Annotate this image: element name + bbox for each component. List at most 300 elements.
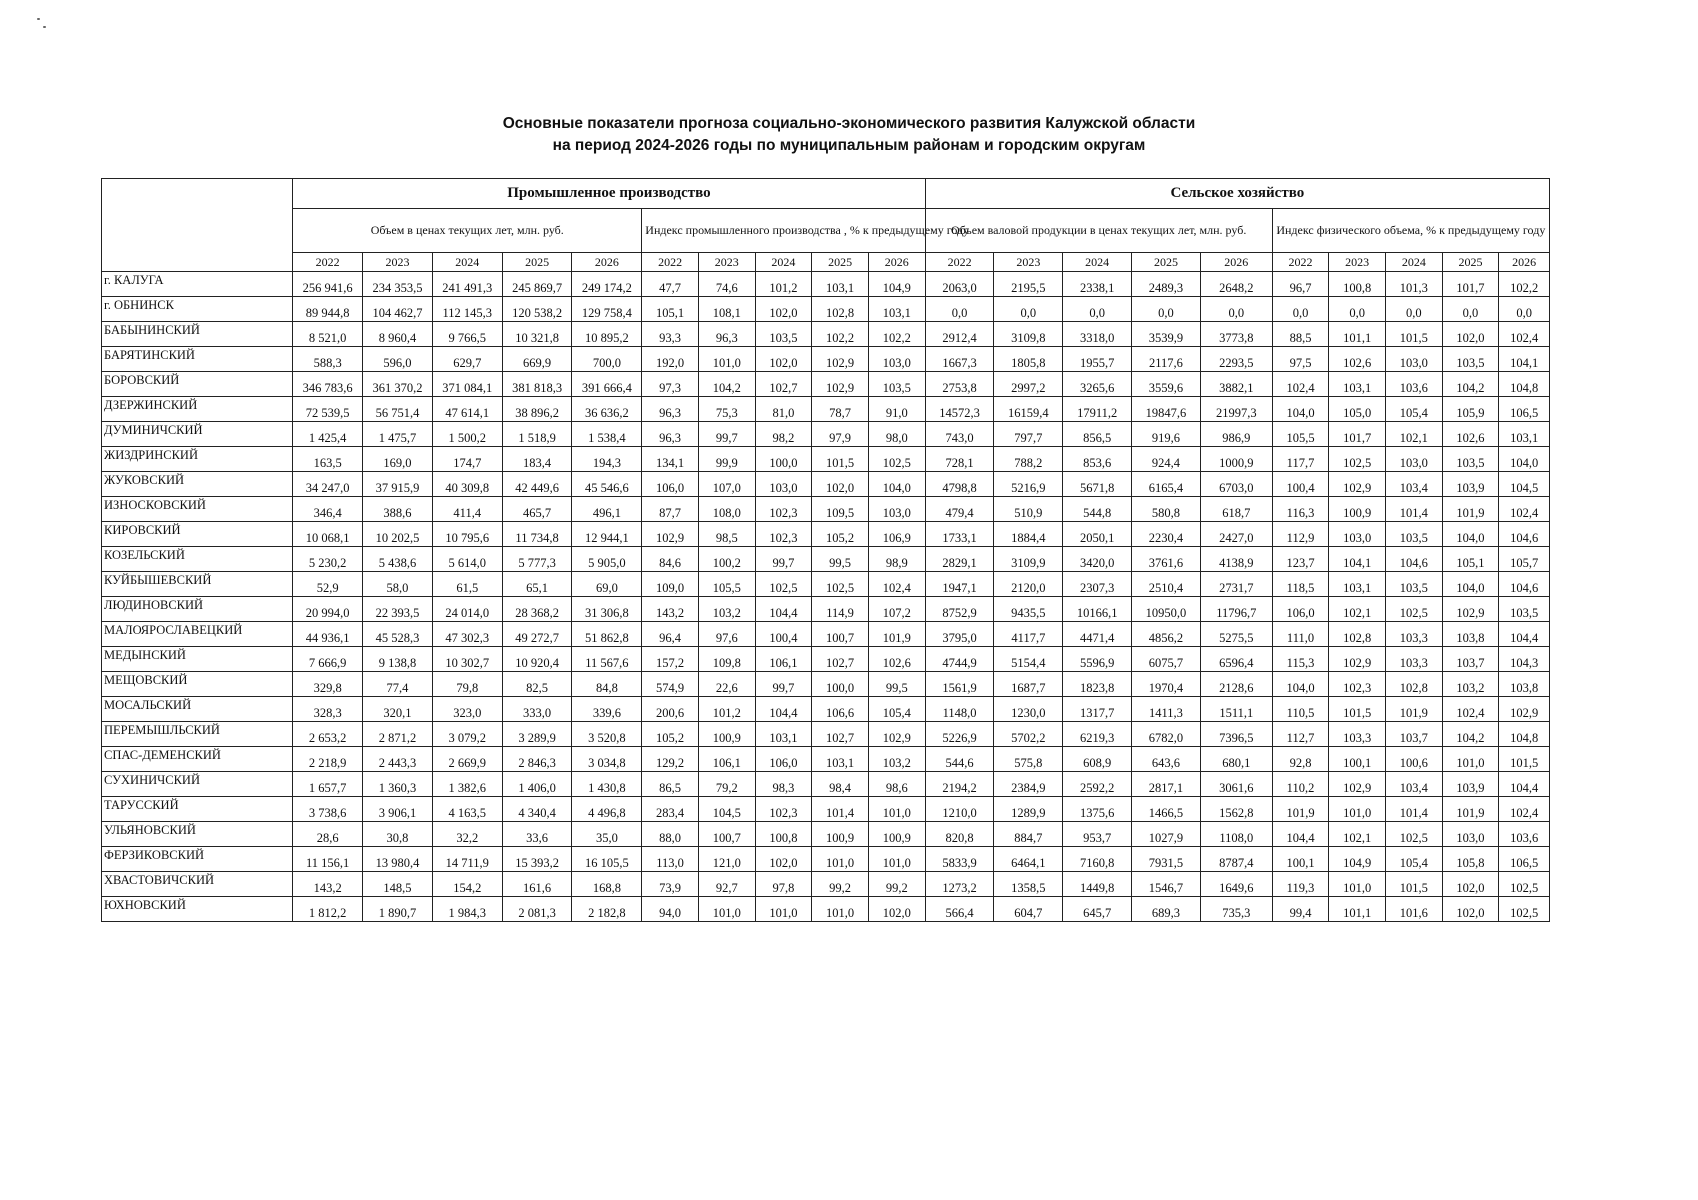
year-header-cell: 2026 — [868, 253, 925, 272]
header-industry-volume: Объем в ценах текущих лет, млн. руб. — [293, 209, 642, 253]
table-row — [102, 547, 1550, 572]
value-cell: 645,7 — [1063, 897, 1132, 922]
value-cell: 21997,3 — [1200, 397, 1272, 422]
value-cell: 5275,5 — [1200, 622, 1272, 647]
value-cell: 323,0 — [432, 697, 502, 722]
table-row — [102, 872, 1550, 897]
value-cell: 5596,9 — [1063, 647, 1132, 672]
value-cell: 103,0 — [1386, 347, 1443, 372]
value-cell: 102,7 — [812, 647, 869, 672]
value-cell: 103,5 — [755, 322, 812, 347]
value-cell: 106,0 — [642, 472, 699, 497]
value-cell: 8752,9 — [925, 597, 994, 622]
value-cell: 986,9 — [1200, 422, 1272, 447]
value-cell: 101,0 — [698, 897, 755, 922]
value-cell: 104,3 — [1499, 647, 1550, 672]
value-cell: 65,1 — [502, 572, 572, 597]
value-cell: 104,0 — [1272, 672, 1329, 697]
value-cell: 1 475,7 — [363, 422, 433, 447]
value-cell: 73,9 — [642, 872, 699, 897]
district-name-cell: ХВАСТОВИЧСКИЙ — [102, 872, 293, 897]
value-cell: 104,9 — [868, 272, 925, 297]
value-cell: 6782,0 — [1132, 722, 1201, 747]
value-cell: 123,7 — [1272, 547, 1329, 572]
value-cell: 6464,1 — [994, 847, 1063, 872]
value-cell: 101,4 — [1386, 497, 1443, 522]
table-row — [102, 597, 1550, 622]
year-header-cell: 2026 — [1499, 253, 1550, 272]
value-cell: 320,1 — [363, 697, 433, 722]
value-cell: 10 302,7 — [432, 647, 502, 672]
value-cell: 465,7 — [502, 497, 572, 522]
value-cell: 104,4 — [755, 697, 812, 722]
value-cell: 106,6 — [812, 697, 869, 722]
value-cell: 104,1 — [1499, 347, 1550, 372]
header-agriculture: Сельское хозяйство — [925, 179, 1549, 209]
value-cell: 174,7 — [432, 447, 502, 472]
district-name-cell: МОСАЛЬСКИЙ — [102, 697, 293, 722]
value-cell: 106,9 — [868, 522, 925, 547]
district-name-cell: БАБЫНИНСКИЙ — [102, 322, 293, 347]
value-cell: 102,5 — [1386, 597, 1443, 622]
table-row — [102, 697, 1550, 722]
value-cell: 84,6 — [642, 547, 699, 572]
value-cell: 2050,1 — [1063, 522, 1132, 547]
table-row — [102, 522, 1550, 547]
value-cell: 97,8 — [755, 872, 812, 897]
value-cell: 115,3 — [1272, 647, 1329, 672]
value-cell: 86,5 — [642, 772, 699, 797]
value-cell: 58,0 — [363, 572, 433, 597]
district-name-cell: ДУМИНИЧСКИЙ — [102, 422, 293, 447]
value-cell: 101,2 — [698, 697, 755, 722]
value-cell: 1 984,3 — [432, 897, 502, 922]
value-cell: 100,8 — [1329, 272, 1386, 297]
value-cell: 91,0 — [868, 397, 925, 422]
value-cell: 102,4 — [868, 572, 925, 597]
scan-speck — [43, 26, 46, 28]
value-cell: 134,1 — [642, 447, 699, 472]
value-cell: 102,3 — [755, 497, 812, 522]
value-cell: 104,0 — [1499, 447, 1550, 472]
district-name-cell: г. ОБНИНСК — [102, 297, 293, 322]
year-header-cell: 2023 — [363, 253, 433, 272]
value-cell: 11796,7 — [1200, 597, 1272, 622]
value-cell: 2648,2 — [1200, 272, 1272, 297]
year-header-cell: 2025 — [812, 253, 869, 272]
value-cell: 104,4 — [1272, 822, 1329, 847]
value-cell: 120 538,2 — [502, 297, 572, 322]
year-header-cell: 2022 — [642, 253, 699, 272]
value-cell: 2997,2 — [994, 372, 1063, 397]
value-cell: 92,8 — [1272, 747, 1329, 772]
value-cell: 103,5 — [868, 372, 925, 397]
value-cell: 102,3 — [755, 522, 812, 547]
value-cell: 14572,3 — [925, 397, 994, 422]
value-cell: 0,0 — [1442, 297, 1499, 322]
district-name-cell: ЖУКОВСКИЙ — [102, 472, 293, 497]
value-cell: 102,0 — [812, 472, 869, 497]
value-cell: 618,7 — [1200, 497, 1272, 522]
value-cell: 101,0 — [868, 797, 925, 822]
value-cell: 629,7 — [432, 347, 502, 372]
value-cell: 924,4 — [1132, 447, 1201, 472]
value-cell: 99,5 — [868, 672, 925, 697]
value-cell: 105,4 — [1386, 397, 1443, 422]
district-name-cell: ДЗЕРЖИНСКИЙ — [102, 397, 293, 422]
value-cell: 103,0 — [1442, 822, 1499, 847]
value-cell: 580,8 — [1132, 497, 1201, 522]
value-cell: 105,7 — [1499, 547, 1550, 572]
value-cell: 1511,1 — [1200, 697, 1272, 722]
value-cell: 2 846,3 — [502, 747, 572, 772]
value-cell: 105,0 — [1329, 397, 1386, 422]
value-cell: 2063,0 — [925, 272, 994, 297]
value-cell: 11 734,8 — [502, 522, 572, 547]
value-cell: 100,4 — [755, 622, 812, 647]
value-cell: 2293,5 — [1200, 347, 1272, 372]
value-cell: 346 783,6 — [293, 372, 363, 397]
value-cell: 96,4 — [642, 622, 699, 647]
value-cell: 103,2 — [698, 597, 755, 622]
value-cell: 101,0 — [868, 847, 925, 872]
value-cell: 4 340,4 — [502, 797, 572, 822]
value-cell: 1000,9 — [1200, 447, 1272, 472]
year-header-cell: 2024 — [1063, 253, 1132, 272]
value-cell: 7 666,9 — [293, 647, 363, 672]
value-cell: 106,0 — [1272, 597, 1329, 622]
value-cell: 88,0 — [642, 822, 699, 847]
year-header-cell: 2024 — [755, 253, 812, 272]
value-cell: 1955,7 — [1063, 347, 1132, 372]
value-cell: 89 944,8 — [293, 297, 363, 322]
value-cell: 103,7 — [1386, 722, 1443, 747]
value-cell: 101,5 — [1386, 872, 1443, 897]
value-cell: 669,9 — [502, 347, 572, 372]
value-cell: 103,6 — [1386, 372, 1443, 397]
value-cell: 103,0 — [1386, 447, 1443, 472]
value-cell: 100,7 — [812, 622, 869, 647]
value-cell: 102,4 — [1499, 497, 1550, 522]
value-cell: 2 182,8 — [572, 897, 642, 922]
value-cell: 163,5 — [293, 447, 363, 472]
value-cell: 1027,9 — [1132, 822, 1201, 847]
value-cell: 0,0 — [1132, 297, 1201, 322]
value-cell: 102,2 — [1499, 272, 1550, 297]
value-cell: 496,1 — [572, 497, 642, 522]
value-cell: 1210,0 — [925, 797, 994, 822]
district-name-cell: ЛЮДИНОВСКИЙ — [102, 597, 293, 622]
value-cell: 2 653,2 — [293, 722, 363, 747]
value-cell: 102,5 — [1329, 447, 1386, 472]
value-cell: 103,0 — [868, 347, 925, 372]
value-cell: 121,0 — [698, 847, 755, 872]
value-cell: 3 034,8 — [572, 747, 642, 772]
value-cell: 42 449,6 — [502, 472, 572, 497]
value-cell: 19847,6 — [1132, 397, 1201, 422]
value-cell: 101,9 — [1442, 497, 1499, 522]
value-cell: 101,4 — [812, 797, 869, 822]
value-cell: 110,2 — [1272, 772, 1329, 797]
value-cell: 104,4 — [755, 597, 812, 622]
value-cell: 105,4 — [1386, 847, 1443, 872]
value-cell: 112 145,3 — [432, 297, 502, 322]
value-cell: 105,5 — [1272, 422, 1329, 447]
value-cell: 15 393,2 — [502, 847, 572, 872]
year-header-cell: 2025 — [1442, 253, 1499, 272]
value-cell: 101,4 — [1386, 797, 1443, 822]
value-cell: 102,7 — [812, 722, 869, 747]
value-cell: 328,3 — [293, 697, 363, 722]
value-cell: 105,2 — [812, 522, 869, 547]
value-cell: 154,2 — [432, 872, 502, 897]
value-cell: 575,8 — [994, 747, 1063, 772]
value-cell: 3773,8 — [1200, 322, 1272, 347]
value-cell: 1733,1 — [925, 522, 994, 547]
value-cell: 47,7 — [642, 272, 699, 297]
value-cell: 103,0 — [1329, 522, 1386, 547]
value-cell: 100,9 — [812, 822, 869, 847]
value-cell: 1562,8 — [1200, 797, 1272, 822]
value-cell: 98,0 — [868, 422, 925, 447]
value-cell: 3 520,8 — [572, 722, 642, 747]
value-cell: 1 518,9 — [502, 422, 572, 447]
value-cell: 99,9 — [698, 447, 755, 472]
value-cell: 100,9 — [698, 722, 755, 747]
value-cell: 101,5 — [1329, 697, 1386, 722]
value-cell: 104,9 — [1329, 847, 1386, 872]
value-cell: 97,5 — [1272, 347, 1329, 372]
value-cell: 4 163,5 — [432, 797, 502, 822]
value-cell: 104,0 — [1442, 522, 1499, 547]
value-cell: 100,8 — [755, 822, 812, 847]
value-cell: 103,1 — [1499, 422, 1550, 447]
table-row — [102, 772, 1550, 797]
value-cell: 104,4 — [1499, 622, 1550, 647]
table-row — [102, 372, 1550, 397]
value-cell: 103,7 — [1442, 647, 1499, 672]
value-cell: 112,9 — [1272, 522, 1329, 547]
header-corner-cell — [102, 179, 293, 272]
value-cell: 339,6 — [572, 697, 642, 722]
value-cell: 102,5 — [755, 572, 812, 597]
value-cell: 388,6 — [363, 497, 433, 522]
year-header-cell: 2023 — [698, 253, 755, 272]
value-cell: 1546,7 — [1132, 872, 1201, 897]
value-cell: 100,9 — [1329, 497, 1386, 522]
value-cell: 884,7 — [994, 822, 1063, 847]
value-cell: 105,8 — [1442, 847, 1499, 872]
value-cell: 856,5 — [1063, 422, 1132, 447]
value-cell: 1411,3 — [1132, 697, 1201, 722]
value-cell: 102,8 — [1329, 622, 1386, 647]
value-cell: 643,6 — [1132, 747, 1201, 772]
value-cell: 101,5 — [812, 447, 869, 472]
value-cell: 103,8 — [1442, 622, 1499, 647]
value-cell: 22 393,5 — [363, 597, 433, 622]
value-cell: 102,3 — [755, 797, 812, 822]
value-cell: 104,8 — [1499, 722, 1550, 747]
value-cell: 1 430,8 — [572, 772, 642, 797]
value-cell: 69,0 — [572, 572, 642, 597]
value-cell: 9435,5 — [994, 597, 1063, 622]
value-cell: 4 496,8 — [572, 797, 642, 822]
value-cell: 101,2 — [755, 272, 812, 297]
value-cell: 102,6 — [1329, 347, 1386, 372]
value-cell: 479,4 — [925, 497, 994, 522]
value-cell: 77,4 — [363, 672, 433, 697]
header-agri-index: Индекс физического объема, % к предыдущему году — [1272, 209, 1549, 253]
value-cell: 3 079,2 — [432, 722, 502, 747]
value-cell: 1 360,3 — [363, 772, 433, 797]
value-cell: 45 528,3 — [363, 622, 433, 647]
value-cell: 99,2 — [812, 872, 869, 897]
district-name-cell: КУЙБЫШЕВСКИЙ — [102, 572, 293, 597]
value-cell: 51 862,8 — [572, 622, 642, 647]
value-cell: 100,9 — [868, 822, 925, 847]
table-row — [102, 272, 1550, 297]
district-name-cell: ФЕРЗИКОВСКИЙ — [102, 847, 293, 872]
value-cell: 98,6 — [868, 772, 925, 797]
value-cell: 104,0 — [1442, 572, 1499, 597]
value-cell: 1823,8 — [1063, 672, 1132, 697]
value-cell: 22,6 — [698, 672, 755, 697]
value-cell: 24 014,0 — [432, 597, 502, 622]
value-cell: 1 890,7 — [363, 897, 433, 922]
value-cell: 10 795,6 — [432, 522, 502, 547]
district-name-cell: ТАРУССКИЙ — [102, 797, 293, 822]
value-cell: 5833,9 — [925, 847, 994, 872]
value-cell: 10166,1 — [1063, 597, 1132, 622]
table-row — [102, 422, 1550, 447]
value-cell: 102,7 — [755, 372, 812, 397]
year-header-cell: 2022 — [1272, 253, 1329, 272]
value-cell: 75,3 — [698, 397, 755, 422]
value-cell: 5 230,2 — [293, 547, 363, 572]
value-cell: 117,7 — [1272, 447, 1329, 472]
value-cell: 129 758,4 — [572, 297, 642, 322]
value-cell: 96,3 — [642, 397, 699, 422]
value-cell: 1970,4 — [1132, 672, 1201, 697]
value-cell: 3 906,1 — [363, 797, 433, 822]
value-cell: 5 438,6 — [363, 547, 433, 572]
value-cell: 0,0 — [1499, 297, 1550, 322]
value-cell: 5216,9 — [994, 472, 1063, 497]
value-cell: 103,3 — [1386, 622, 1443, 647]
value-cell: 2427,0 — [1200, 522, 1272, 547]
value-cell: 102,1 — [1329, 822, 1386, 847]
value-cell: 116,3 — [1272, 497, 1329, 522]
value-cell: 2 443,3 — [363, 747, 433, 772]
value-cell: 4798,8 — [925, 472, 994, 497]
table-row — [102, 297, 1550, 322]
value-cell: 100,2 — [698, 547, 755, 572]
value-cell: 103,1 — [868, 297, 925, 322]
value-cell: 2 871,2 — [363, 722, 433, 747]
district-name-cell: ЖИЗДРИНСКИЙ — [102, 447, 293, 472]
value-cell: 105,5 — [698, 572, 755, 597]
value-cell: 104,1 — [1329, 547, 1386, 572]
value-cell: 10 920,4 — [502, 647, 572, 672]
value-cell: 5 905,0 — [572, 547, 642, 572]
value-cell: 192,0 — [642, 347, 699, 372]
value-cell: 1148,0 — [925, 697, 994, 722]
value-cell: 104,2 — [698, 372, 755, 397]
value-cell: 49 272,7 — [502, 622, 572, 647]
value-cell: 10 068,1 — [293, 522, 363, 547]
value-cell: 2195,5 — [994, 272, 1063, 297]
value-cell: 1 425,4 — [293, 422, 363, 447]
value-cell: 102,0 — [755, 347, 812, 372]
district-name-cell: ЮХНОВСКИЙ — [102, 897, 293, 922]
value-cell: 100,0 — [755, 447, 812, 472]
value-cell: 82,5 — [502, 672, 572, 697]
header-row-indicators — [102, 209, 1550, 253]
value-cell: 104,6 — [1499, 572, 1550, 597]
value-cell: 101,1 — [1329, 897, 1386, 922]
value-cell: 101,0 — [755, 897, 812, 922]
year-header-cell: 2026 — [1200, 253, 1272, 272]
value-cell: 157,2 — [642, 647, 699, 672]
value-cell: 101,9 — [1386, 697, 1443, 722]
value-cell: 103,8 — [1499, 672, 1550, 697]
district-name-cell: БАРЯТИНСКИЙ — [102, 347, 293, 372]
value-cell: 8 521,0 — [293, 322, 363, 347]
value-cell: 1 657,7 — [293, 772, 363, 797]
value-cell: 544,8 — [1063, 497, 1132, 522]
value-cell: 2117,6 — [1132, 347, 1201, 372]
value-cell: 329,8 — [293, 672, 363, 697]
value-cell: 4471,4 — [1063, 622, 1132, 647]
document-title-line-2: на период 2024-2026 годы по муниципальным районам и городским округам — [552, 137, 1146, 154]
value-cell: 1 812,2 — [293, 897, 363, 922]
district-name-cell: МЕДЫНСКИЙ — [102, 647, 293, 672]
value-cell: 566,4 — [925, 897, 994, 922]
value-cell: 98,5 — [698, 522, 755, 547]
value-cell: 100,0 — [812, 672, 869, 697]
value-cell: 3 289,9 — [502, 722, 572, 747]
value-cell: 588,3 — [293, 347, 363, 372]
value-cell: 168,8 — [572, 872, 642, 897]
district-name-cell: ПЕРЕМЫШЛЬСКИЙ — [102, 722, 293, 747]
value-cell: 544,6 — [925, 747, 994, 772]
value-cell: 102,0 — [868, 897, 925, 922]
value-cell: 3109,9 — [994, 547, 1063, 572]
value-cell: 103,9 — [1442, 472, 1499, 497]
table-row — [102, 797, 1550, 822]
value-cell: 102,9 — [1329, 772, 1386, 797]
value-cell: 44 936,1 — [293, 622, 363, 647]
value-cell: 37 915,9 — [363, 472, 433, 497]
value-cell: 1375,6 — [1063, 797, 1132, 822]
value-cell: 93,3 — [642, 322, 699, 347]
value-cell: 81,0 — [755, 397, 812, 422]
table-body — [102, 272, 1550, 922]
value-cell: 1358,5 — [994, 872, 1063, 897]
value-cell: 3761,6 — [1132, 547, 1201, 572]
value-cell: 1884,4 — [994, 522, 1063, 547]
value-cell: 101,0 — [1442, 747, 1499, 772]
header-industry-index: Индекс промышленного производства , % к предыдущему году — [642, 209, 925, 253]
district-name-cell: ИЗНОСКОВСКИЙ — [102, 497, 293, 522]
value-cell: 728,1 — [925, 447, 994, 472]
value-cell: 1947,1 — [925, 572, 994, 597]
value-cell: 1108,0 — [1200, 822, 1272, 847]
value-cell: 109,8 — [698, 647, 755, 672]
value-cell: 391 666,4 — [572, 372, 642, 397]
value-cell: 249 174,2 — [572, 272, 642, 297]
value-cell: 5226,9 — [925, 722, 994, 747]
